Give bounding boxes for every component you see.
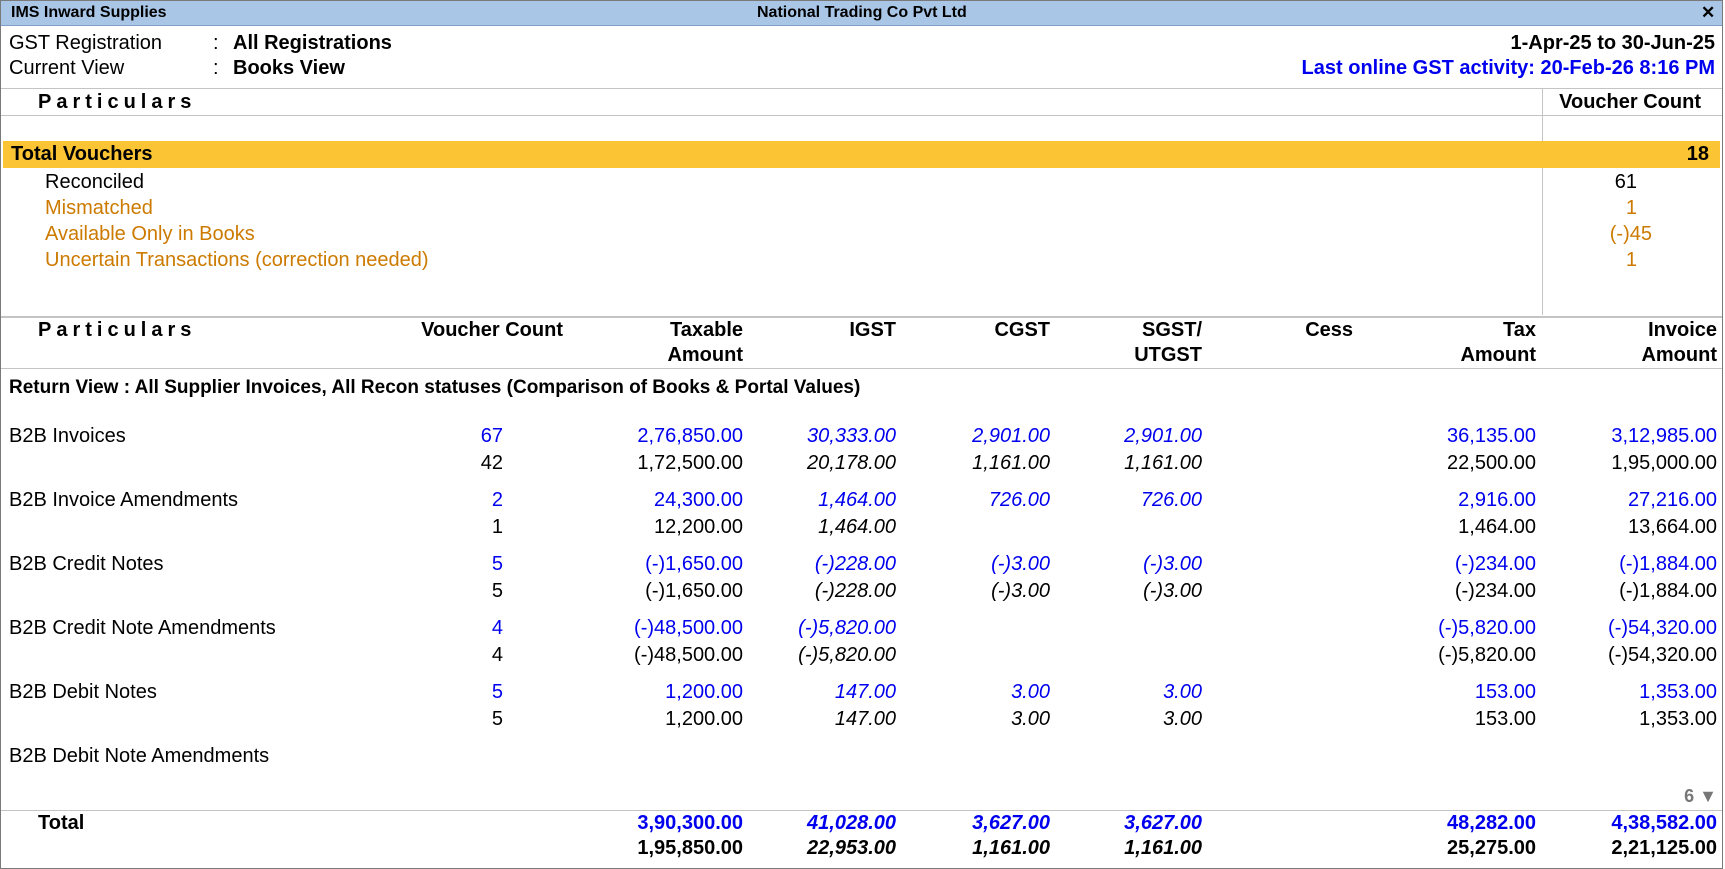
cell-invoice-amount-portal: (-)54,320.00 [1608, 617, 1717, 639]
divider [1, 368, 1722, 369]
cell-invoice-amount-portal: 1,353.00 [1639, 681, 1717, 703]
cell-tax-amount-portal: (-)234.00 [1454, 553, 1536, 575]
total-cell-tax-amount-books: 25,275.00 [1447, 837, 1536, 859]
header-line: Taxable [670, 319, 743, 341]
cell-taxable-amount-portal: 2,76,850.00 [637, 425, 743, 447]
total-cell-cgst-books: 1,161.00 [972, 837, 1050, 859]
header-line: UTGST [1134, 344, 1202, 366]
cell-cgst-portal: 3.00 [1011, 681, 1050, 703]
cell-igst-portal: 30,333.00 [807, 425, 896, 447]
summary-row-label: Reconciled [45, 171, 144, 193]
total-cell-igst-portal: 41,028.00 [807, 812, 896, 834]
cell-igst-portal: (-)228.00 [814, 553, 896, 575]
header-line: Amount [667, 344, 743, 366]
cell-sgst-utgst-portal: 3.00 [1163, 681, 1202, 703]
total-cell-sgst-utgst-books: 1,161.00 [1124, 837, 1202, 859]
total-cell-sgst-utgst-portal: 3,627.00 [1124, 812, 1202, 834]
cell-taxable-amount-portal: (-)1,650.00 [645, 553, 743, 575]
cell-cgst-portal: 726.00 [988, 489, 1050, 511]
total-vouchers-label: Total Vouchers [11, 143, 153, 165]
cell-voucher-count-books: 5 [491, 708, 503, 730]
cell-taxable-amount-books: 1,72,500.00 [637, 452, 743, 474]
total-cell-invoice-amount-books: 2,21,125.00 [1611, 837, 1717, 859]
cell-tax-amount-books: 1,464.00 [1458, 516, 1536, 538]
detail-row-label: B2B Credit Note Amendments [9, 617, 276, 639]
col-voucher-count-header: Voucher Count [421, 319, 563, 341]
cell-voucher-count-books: 42 [480, 452, 503, 474]
cell-voucher-count-portal: 5 [491, 681, 503, 703]
summary-row-value: (-)45 [1609, 223, 1652, 245]
col-igst-header: IGST [849, 319, 896, 341]
summary-row-value: 1 [1625, 197, 1637, 219]
detail-row-label: B2B Invoice Amendments [9, 489, 239, 511]
summary-row-label: Uncertain Transactions (correction needed) [45, 249, 429, 271]
total-cell-cgst-portal: 3,627.00 [972, 812, 1050, 834]
header-line: Tax [1503, 319, 1536, 341]
cell-igst-portal: (-)5,820.00 [798, 617, 896, 639]
cell-voucher-count-books: 1 [491, 516, 503, 538]
cell-voucher-count-portal: 5 [491, 553, 503, 575]
col-tax-amount-header [1460, 318, 1536, 368]
cell-taxable-amount-portal: (-)48,500.00 [634, 617, 743, 639]
cell-igst-books: (-)228.00 [814, 580, 896, 602]
cell-invoice-amount-portal: 3,12,985.00 [1611, 425, 1717, 447]
detail-row-label: B2B Debit Note Amendments [9, 745, 270, 767]
current-view-label: Current View [9, 57, 125, 79]
cell-sgst-utgst-portal: (-)3.00 [1143, 553, 1202, 575]
cell-sgst-utgst-portal: 726.00 [1140, 489, 1202, 511]
header-line: SGST/ [1141, 319, 1202, 341]
last-gst-activity: Last online GST activity: 20-Feb-26 8:16 PM [1301, 57, 1715, 79]
cell-igst-books: 1,464.00 [818, 516, 896, 538]
divider [1, 88, 1722, 89]
period-range[interactable]: 1-Apr-25 to 30-Jun-25 [1510, 32, 1715, 54]
header-line: Amount [1641, 344, 1717, 366]
cell-cgst-portal: 2,901.00 [972, 425, 1050, 447]
window-title: IMS Inward Supplies [11, 4, 167, 21]
detail-row-label: B2B Invoices [9, 425, 126, 447]
total-cell-taxable-amount-books: 1,95,850.00 [637, 837, 743, 859]
cell-taxable-amount-books: (-)48,500.00 [634, 644, 743, 666]
cell-voucher-count-books: 4 [491, 644, 503, 666]
cell-cgst-books: 3.00 [1011, 708, 1050, 730]
summary-row-label: Mismatched [45, 197, 153, 219]
col-sgst-utgst-header [1134, 318, 1202, 368]
cell-igst-books: (-)5,820.00 [798, 644, 896, 666]
cell-voucher-count-portal: 2 [491, 489, 503, 511]
cell-invoice-amount-books: (-)54,320.00 [1608, 644, 1717, 666]
gst-registration-value[interactable]: All Registrations [233, 32, 392, 54]
cell-taxable-amount-portal: 1,200.00 [665, 681, 743, 703]
total-cell-invoice-amount-portal: 4,38,582.00 [1611, 812, 1717, 834]
cell-taxable-amount-portal: 24,300.00 [654, 489, 743, 511]
cell-taxable-amount-books: (-)1,650.00 [645, 580, 743, 602]
summary-row-value: 61 [1614, 171, 1637, 193]
detail-particulars-header: Particulars [38, 319, 197, 341]
cell-invoice-amount-books: (-)1,884.00 [1619, 580, 1717, 602]
total-label: Total [38, 812, 85, 834]
header-line: Amount [1460, 344, 1536, 366]
return-view-caption: Return View : All Supplier Invoices, All Recon statuses (Comparison of Books & Portal Values) [9, 377, 861, 398]
total-cell-taxable-amount-portal: 3,90,300.00 [637, 812, 743, 834]
cell-tax-amount-portal: 153.00 [1474, 681, 1536, 703]
cell-voucher-count-portal: 4 [491, 617, 503, 639]
detail-row-label: B2B Debit Notes [9, 681, 157, 703]
total-cell-tax-amount-portal: 48,282.00 [1447, 812, 1536, 834]
cell-tax-amount-books: (-)234.00 [1454, 580, 1536, 602]
cell-igst-portal: 147.00 [834, 681, 896, 703]
detail-row-label: B2B Credit Notes [9, 553, 164, 575]
cell-tax-amount-portal: 36,135.00 [1447, 425, 1536, 447]
company-name: National Trading Co Pvt Ltd [757, 4, 967, 21]
cell-tax-amount-books: 22,500.00 [1447, 452, 1536, 474]
col-invoice-amount-header [1641, 318, 1717, 368]
header-line: Invoice [1648, 319, 1717, 341]
cell-invoice-amount-portal: (-)1,884.00 [1619, 553, 1717, 575]
total-vouchers-value: 18 [1686, 143, 1709, 165]
more-rows-indicator[interactable]: 6 ▼ [1684, 786, 1717, 806]
cell-invoice-amount-portal: 27,216.00 [1628, 489, 1717, 511]
summary-row-value: 1 [1625, 249, 1637, 271]
cell-sgst-utgst-books: (-)3.00 [1143, 580, 1202, 602]
cell-cgst-books: (-)3.00 [991, 580, 1050, 602]
cell-invoice-amount-books: 1,353.00 [1639, 708, 1717, 730]
divider [1, 810, 1722, 811]
total-cell-igst-books: 22,953.00 [807, 837, 896, 859]
gst-registration-label: GST Registration [9, 32, 163, 54]
summary-row-label: Available Only in Books [45, 223, 255, 245]
cell-sgst-utgst-portal: 2,901.00 [1124, 425, 1202, 447]
summary-particulars-header: Particulars [38, 91, 197, 113]
gst-registration-separator: : [213, 32, 219, 54]
cell-invoice-amount-books: 13,664.00 [1628, 516, 1717, 538]
current-view-value[interactable]: Books View [233, 57, 345, 79]
total-vouchers-row[interactable] [3, 141, 1720, 168]
cell-voucher-count-books: 5 [491, 580, 503, 602]
cell-invoice-amount-books: 1,95,000.00 [1611, 452, 1717, 474]
cell-cgst-books: 1,161.00 [972, 452, 1050, 474]
cell-cgst-portal: (-)3.00 [991, 553, 1050, 575]
cell-tax-amount-portal: (-)5,820.00 [1438, 617, 1536, 639]
close-icon[interactable]: ✕ [1701, 3, 1716, 22]
col-cgst-header: CGST [994, 319, 1050, 341]
current-view-separator: : [213, 57, 219, 79]
cell-igst-portal: 1,464.00 [818, 489, 896, 511]
col-taxable-amount-header [667, 318, 743, 368]
summary-voucher-count-header: Voucher Count [1559, 91, 1701, 113]
cell-sgst-utgst-books: 3.00 [1163, 708, 1202, 730]
divider [1, 115, 1722, 116]
cell-tax-amount-books: (-)5,820.00 [1438, 644, 1536, 666]
cell-tax-amount-books: 153.00 [1474, 708, 1536, 730]
cell-taxable-amount-books: 1,200.00 [665, 708, 743, 730]
cell-igst-books: 147.00 [834, 708, 896, 730]
cell-sgst-utgst-books: 1,161.00 [1124, 452, 1202, 474]
cell-igst-books: 20,178.00 [807, 452, 896, 474]
cell-taxable-amount-books: 12,200.00 [654, 516, 743, 538]
cell-tax-amount-portal: 2,916.00 [1458, 489, 1536, 511]
column-divider [1542, 88, 1543, 315]
col-cess-header: Cess [1305, 319, 1353, 341]
title-bar [1, 1, 1722, 26]
cell-voucher-count-portal: 67 [480, 425, 503, 447]
